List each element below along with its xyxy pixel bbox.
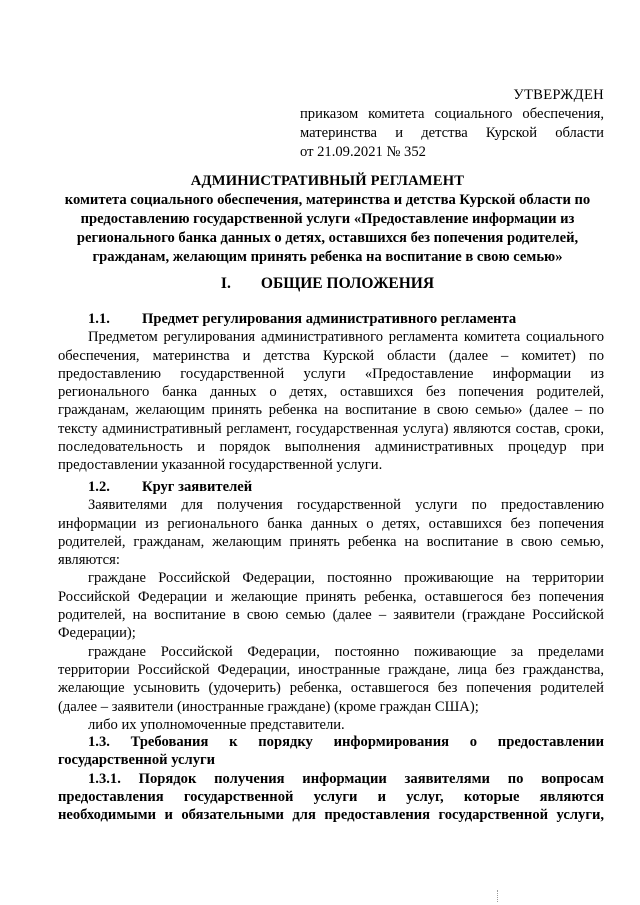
title-main: АДМИНИСТРАТИВНЫЙ РЕГЛАМЕНТ bbox=[190, 173, 465, 189]
section-title: ОБЩИЕ ПОЛОЖЕНИЯ bbox=[260, 275, 435, 292]
subsection-1-3 bbox=[58, 733, 604, 824]
paragraph: либо их уполномоченные представители. bbox=[88, 716, 345, 733]
paragraph: граждане Российской Федерации, постоянно поживающие за пределами территории Российской Федерации, иностранные граждане, лица без гражданства, желающие усыновить (удочерить) ребенка, оставшегося без попечения родителей (далее – заявители (иностранные граждане) (кроме граждан США); bbox=[58, 643, 604, 715]
subsection-number: 1.2. bbox=[88, 479, 110, 495]
title-line: комитета социального обеспечения, материнства и детства Курской области по bbox=[64, 192, 591, 208]
subsection-heading bbox=[58, 478, 604, 496]
subsection-title: Круг заявителей bbox=[142, 479, 253, 495]
subsection-1-3-1-heading: 1.3.1. Порядок получения информации заявителями по вопросам bbox=[88, 770, 604, 787]
approval-line: материнства и детства Курской области bbox=[300, 125, 604, 141]
subsection-1-2 bbox=[58, 478, 604, 734]
paragraph: граждане Российской Федерации, постоянно проживающие на территории Российской Федерации и желающие принять ребенка, оставшегося без попечения родителей, на воспитание в свою семью (далее – заявители (граждане Российской Федерации); bbox=[58, 570, 604, 642]
document-title bbox=[50, 172, 605, 267]
subsection-heading-cont: государственной услуги bbox=[58, 752, 216, 769]
subsection-1-3-1-line: предоставления государственной услуги и услуг, которые являются bbox=[58, 788, 604, 805]
subsection-number: 1.1. bbox=[88, 311, 110, 327]
scan-artifact bbox=[497, 890, 499, 902]
approval-heading: УТВЕРЖДЕН bbox=[513, 87, 604, 103]
subsection-1-3-1-line: необходимыми и обязательными для предоставления государственной услуги, bbox=[58, 807, 604, 824]
title-line: регионального банка данных о детях, оставшихся без попечения родителей, bbox=[76, 230, 579, 246]
title-line: предоставлению государственной услуги «Предоставление информации из bbox=[80, 211, 575, 227]
section-number: I. bbox=[220, 275, 231, 292]
paragraph: Заявителями для получения государственной услуги по предоставлению информации из регионального банка данных о детях, оставшихся без попечения родителей, гражданам, желающим принять ребенка на воспитание в свою семью, являются: bbox=[58, 497, 604, 569]
approval-stamp bbox=[300, 86, 604, 162]
approval-line: приказом комитета социального обеспечения, bbox=[300, 106, 604, 122]
subsection-1-1 bbox=[58, 310, 604, 475]
subsection-heading bbox=[58, 310, 604, 328]
title-line: гражданам, желающим принять ребенка на воспитание в свою семью» bbox=[92, 249, 563, 265]
section-heading bbox=[50, 274, 605, 294]
approval-date: от 21.09.2021 № 352 bbox=[300, 144, 426, 160]
paragraph: Предметом регулирования административного регламента комитета социального обеспечения, материнства и детства Курской области (далее – комитет) по предоставлению государственной услуги «Предоставление информации из регионального банка данных о детях, оставшихся без попечения родителей, гражданам, желающим принять ребенка на воспитание в свою семью» (далее – по тексту административный регламент, государственная услуга) являются состав, сроки, последовательность и порядок выполнения административных процедур при предоставлении указанной государственной услуги. bbox=[58, 329, 604, 474]
subsection-title: Предмет регулирования административного регламента bbox=[142, 311, 517, 327]
subsection-heading: 1.3. Требования к порядку информирования о предоставлении bbox=[88, 734, 604, 750]
